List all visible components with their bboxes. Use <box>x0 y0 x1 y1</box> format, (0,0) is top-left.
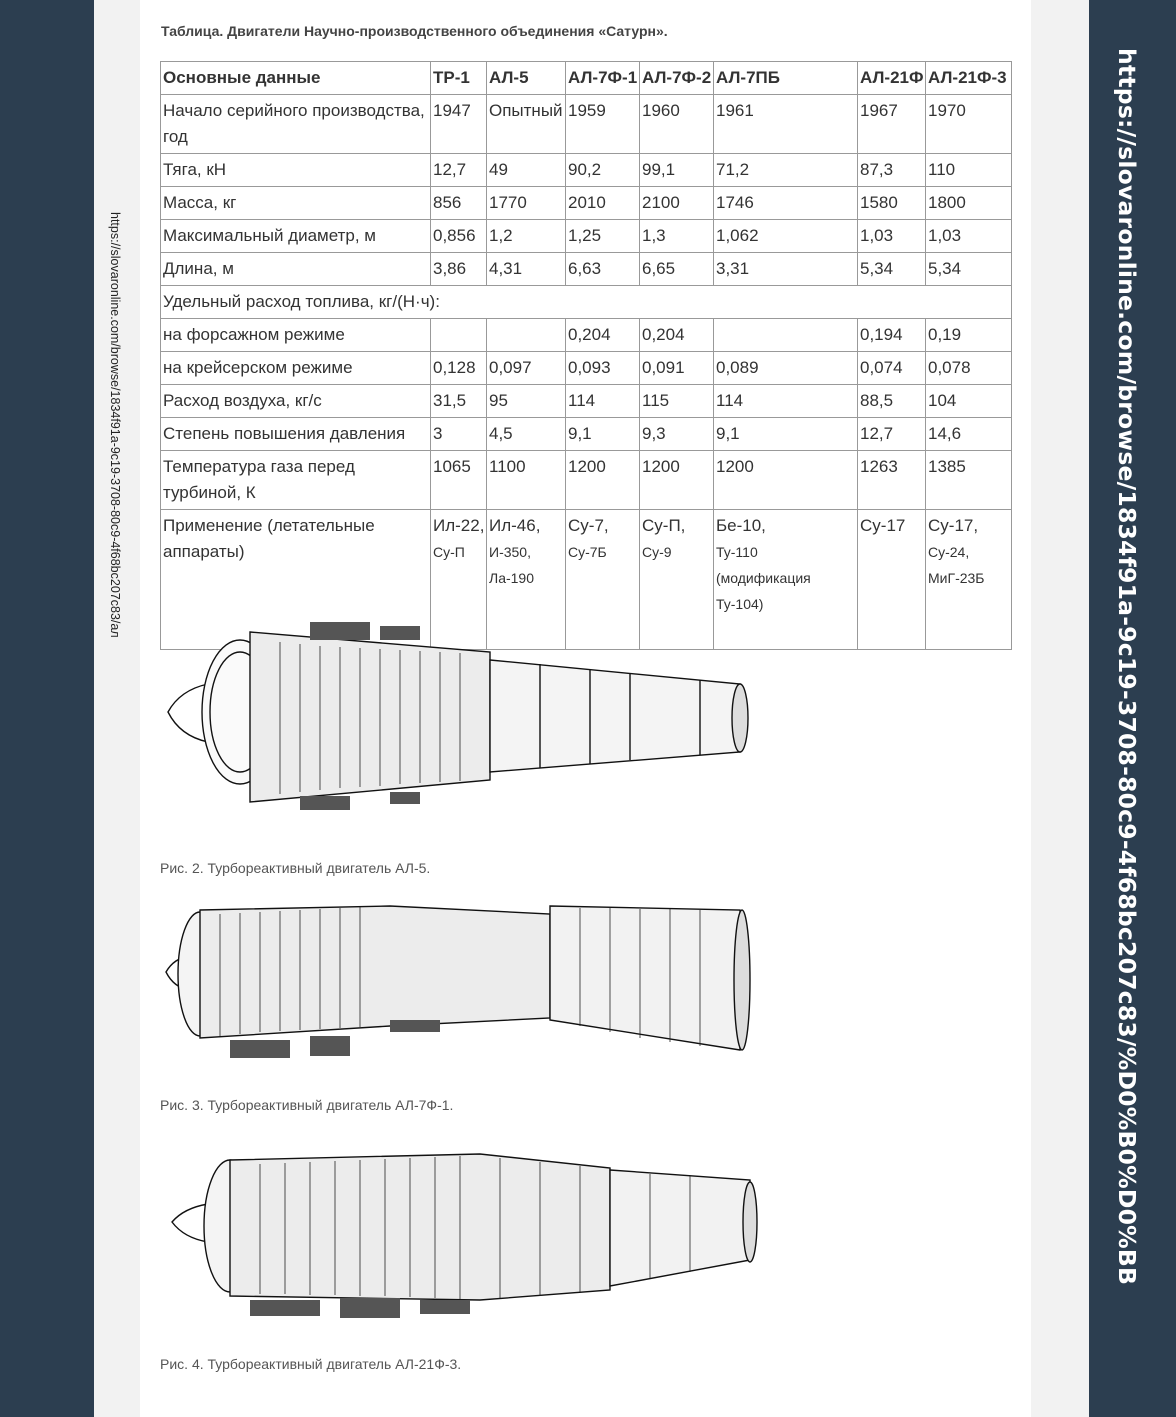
engines-table <box>160 61 1012 650</box>
table-cell: 0,091 <box>640 352 714 385</box>
header-cell: АЛ-7Ф-2 <box>640 62 714 95</box>
row-label: на форсажном режиме <box>161 319 431 352</box>
table-cell: 95 <box>487 385 566 418</box>
table-cell: 1960 <box>640 95 714 154</box>
table-cell: 3 <box>431 418 487 451</box>
table-cell: 49 <box>487 154 566 187</box>
table-cell: 1770 <box>487 187 566 220</box>
header-cell: АЛ-5 <box>487 62 566 95</box>
table-cell: 1970 <box>926 95 1012 154</box>
table-title: Таблица. Двигатели Научно-производственного объединения «Сатурн». <box>161 23 668 39</box>
table-cell: 1,2 <box>487 220 566 253</box>
table-cell: 0,194 <box>858 319 926 352</box>
table-cell: 9,3 <box>640 418 714 451</box>
table-cell: 0,204 <box>640 319 714 352</box>
table-cell: 0,856 <box>431 220 487 253</box>
table-cell: 114 <box>714 385 858 418</box>
table-cell: 1,3 <box>640 220 714 253</box>
table-cell: 0,074 <box>858 352 926 385</box>
application-primary: Су-7, <box>568 516 609 535</box>
application-primary: Су-17 <box>860 516 906 535</box>
table-cell: 3,86 <box>431 253 487 286</box>
table-cell: 12,7 <box>431 154 487 187</box>
application-secondary: Ту-110 (модификация Ту-104) <box>716 544 811 612</box>
application-primary: Су-П, <box>642 516 686 535</box>
table-cell: 856 <box>431 187 487 220</box>
table-cell: 90,2 <box>566 154 640 187</box>
table-cell: 1065 <box>431 451 487 510</box>
table-cell: 9,1 <box>566 418 640 451</box>
al-5-engine-illustration <box>160 612 760 832</box>
al-7f-1-engine-illustration <box>160 900 760 1075</box>
table-cell: 0,089 <box>714 352 858 385</box>
figure-caption: Рис. 4. Турбореактивный двигатель АЛ-21Ф-3. <box>160 1356 462 1372</box>
row-label: Длина, м <box>161 253 431 286</box>
table-cell: 1,25 <box>566 220 640 253</box>
table-cell <box>714 319 858 352</box>
table-row <box>161 418 1012 451</box>
application-secondary: И-350, Ла-190 <box>489 544 534 586</box>
table-cell: 1961 <box>714 95 858 154</box>
table-cell: 115 <box>640 385 714 418</box>
table-cell: 110 <box>926 154 1012 187</box>
table-cell: 114 <box>566 385 640 418</box>
table-row <box>161 220 1012 253</box>
table-cell: 87,3 <box>858 154 926 187</box>
table-cell: 1947 <box>431 95 487 154</box>
application-secondary: Су-7Б <box>568 544 607 560</box>
table-cell: 1580 <box>858 187 926 220</box>
table-cell: 1,03 <box>926 220 1012 253</box>
table-row <box>161 286 1012 319</box>
table-cell <box>431 319 487 352</box>
table-cell: 14,6 <box>926 418 1012 451</box>
application-primary: Су-17, <box>928 516 979 535</box>
table-row <box>161 253 1012 286</box>
row-label: Максимальный диаметр, м <box>161 220 431 253</box>
table-cell: 1263 <box>858 451 926 510</box>
table-cell: 1959 <box>566 95 640 154</box>
left-dark-band <box>0 0 94 1417</box>
application-cell <box>858 510 926 650</box>
table-cell: 1967 <box>858 95 926 154</box>
table-cell: 1,03 <box>858 220 926 253</box>
watermark-source-url: https://slovaronline.com/browse/1834f91a-9c19-3708-80c9-4f68bc207c83/%D0%B0%D0%BB <box>1113 48 1141 1286</box>
header-cell: АЛ-21Ф <box>858 62 926 95</box>
table-cell: 5,34 <box>926 253 1012 286</box>
table-cell: 2100 <box>640 187 714 220</box>
table-cell: 1,062 <box>714 220 858 253</box>
table-row <box>161 319 1012 352</box>
table-cell: 6,65 <box>640 253 714 286</box>
table-cell: Опытный <box>487 95 566 154</box>
table-cell: 0,078 <box>926 352 1012 385</box>
table-cell: 1200 <box>714 451 858 510</box>
table-cell: 104 <box>926 385 1012 418</box>
table-header-row <box>161 62 1012 95</box>
table-cell: 88,5 <box>858 385 926 418</box>
table-cell: 9,1 <box>714 418 858 451</box>
table-cell: 2010 <box>566 187 640 220</box>
table-cell: 1746 <box>714 187 858 220</box>
application-secondary: Су-24, МиГ-23Б <box>928 544 985 586</box>
table-row <box>161 352 1012 385</box>
fuel-consumption-heading: Удельный расход топлива, кг/(Н·ч): <box>161 286 1012 319</box>
row-label: Температура газа перед турбиной, К <box>161 451 431 510</box>
row-label: на крейсерском режиме <box>161 352 431 385</box>
table-cell <box>487 319 566 352</box>
application-cell <box>926 510 1012 650</box>
application-secondary: Су-9 <box>642 544 672 560</box>
table-row <box>161 385 1012 418</box>
header-cell: ТР-1 <box>431 62 487 95</box>
application-secondary: Су-П <box>433 544 465 560</box>
row-label: Начало серийного производства, год <box>161 95 431 154</box>
figure-caption: Рис. 2. Турбореактивный двигатель АЛ-5. <box>160 860 431 876</box>
table-cell: 0,093 <box>566 352 640 385</box>
row-label: Расход воздуха, кг/с <box>161 385 431 418</box>
table-cell: 0,19 <box>926 319 1012 352</box>
table-cell: 0,128 <box>431 352 487 385</box>
table-row <box>161 95 1012 154</box>
header-cell: Основные данные <box>161 62 431 95</box>
table-cell: 1800 <box>926 187 1012 220</box>
header-cell: АЛ-21Ф-3 <box>926 62 1012 95</box>
application-label: Применение (летательные аппараты) <box>161 510 431 650</box>
right-gutter <box>1031 0 1089 1417</box>
figure-caption: Рис. 3. Турбореактивный двигатель АЛ-7Ф-1. <box>160 1097 454 1113</box>
table-cell: 0,097 <box>487 352 566 385</box>
table-row <box>161 187 1012 220</box>
header-cell: АЛ-7Ф-1 <box>566 62 640 95</box>
table-cell: 4,5 <box>487 418 566 451</box>
side-source-url: https://slovaronline.com/browse/1834f91a-9c19-3708-80c9-4f68bc207c83/ал <box>108 212 122 638</box>
table-cell: 1200 <box>640 451 714 510</box>
row-label: Степень повышения давления <box>161 418 431 451</box>
table-cell: 3,31 <box>714 253 858 286</box>
application-primary: Ил-46, <box>489 516 541 535</box>
table-cell: 31,5 <box>431 385 487 418</box>
table-cell: 1200 <box>566 451 640 510</box>
table-cell: 71,2 <box>714 154 858 187</box>
application-primary: Бе-10, <box>716 516 766 535</box>
application-primary: Ил-22, <box>433 516 485 535</box>
row-label: Тяга, кН <box>161 154 431 187</box>
row-label: Масса, кг <box>161 187 431 220</box>
al-21f-3-engine-illustration <box>160 1150 770 1330</box>
table-cell: 1385 <box>926 451 1012 510</box>
table-row <box>161 451 1012 510</box>
table-cell: 99,1 <box>640 154 714 187</box>
table-cell: 4,31 <box>487 253 566 286</box>
table-cell: 1100 <box>487 451 566 510</box>
table-cell: 6,63 <box>566 253 640 286</box>
table-cell: 5,34 <box>858 253 926 286</box>
table-cell: 0,204 <box>566 319 640 352</box>
table-cell: 12,7 <box>858 418 926 451</box>
header-cell: АЛ-7ПБ <box>714 62 858 95</box>
table-row <box>161 154 1012 187</box>
